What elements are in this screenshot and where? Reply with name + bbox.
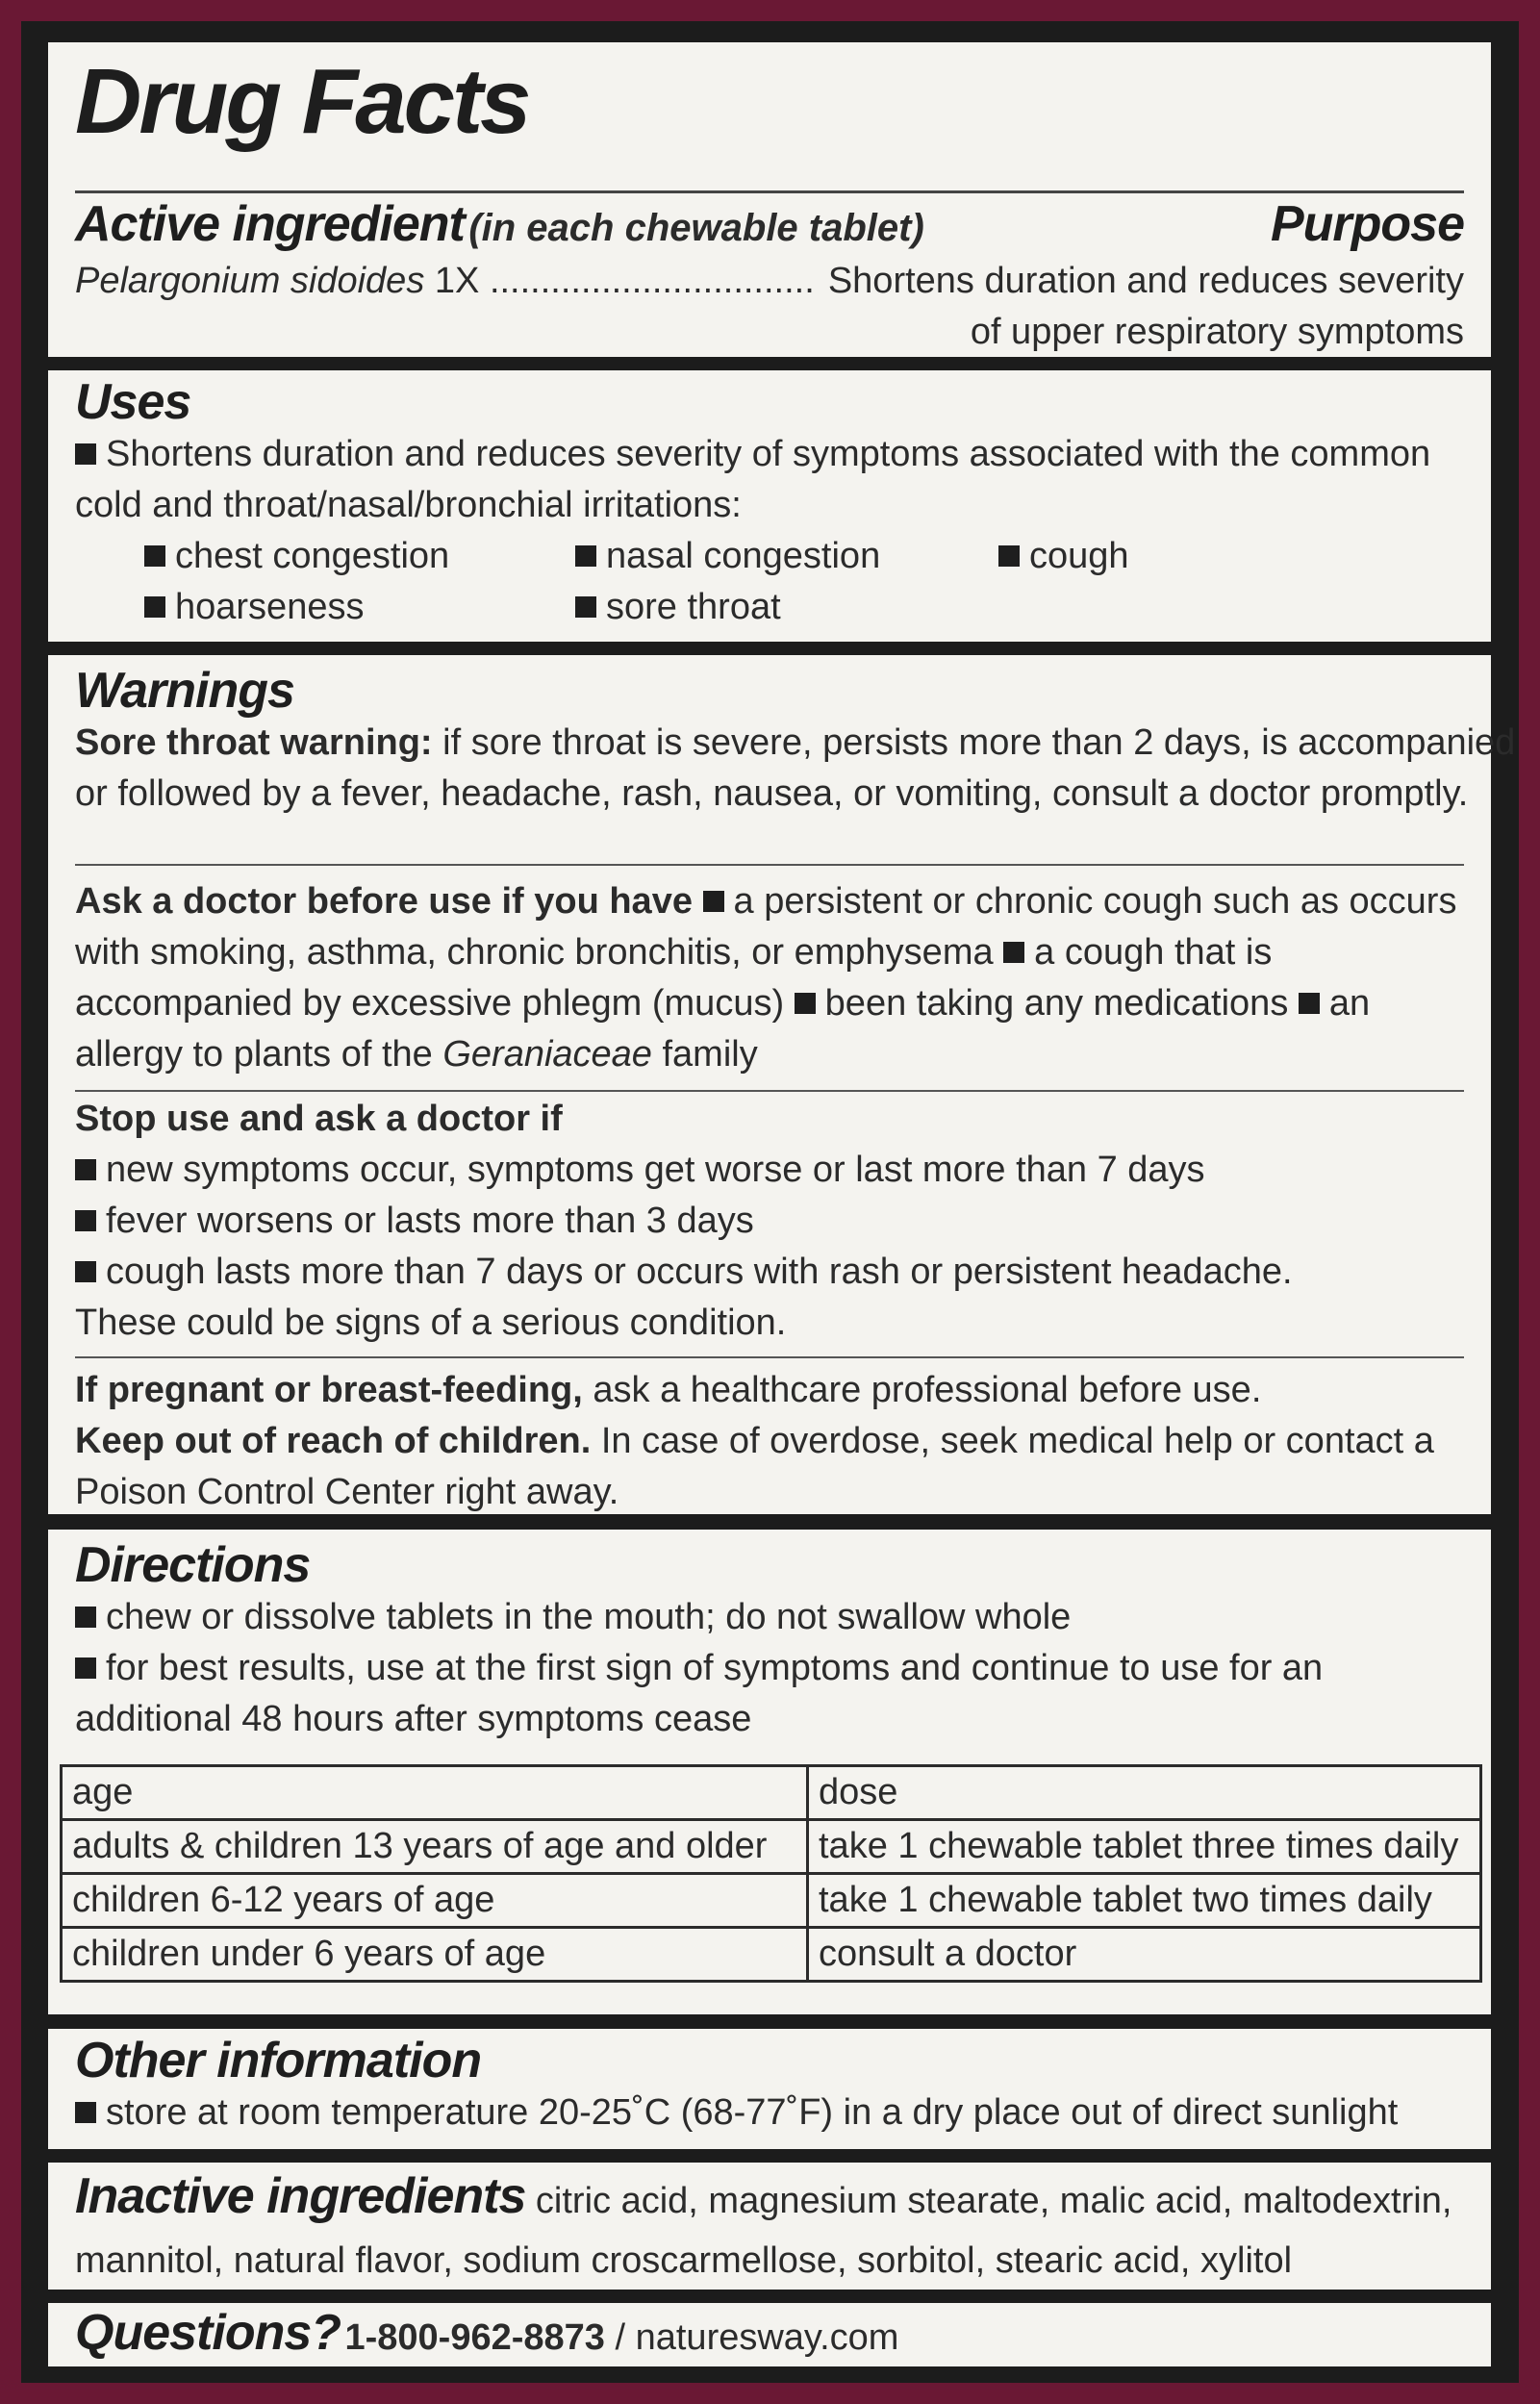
warnings-panel: [48, 655, 1516, 1514]
table-cell: take 1 chewable tablet two times daily: [808, 1874, 1481, 1928]
table-cell: children under 6 years of age: [62, 1928, 808, 1982]
table-row: [62, 1820, 1481, 1874]
ask-doctor-text: a cough that is: [1034, 932, 1273, 973]
bullet-icon: [1299, 993, 1320, 1014]
other-info-heading: Other information: [75, 2033, 482, 2088]
bullet-icon: [75, 1607, 96, 1628]
active-ingredient-note: (in each chewable tablet): [468, 207, 924, 249]
bullet-icon: [703, 891, 724, 912]
bullet-icon: [795, 993, 816, 1014]
bullet-icon: [75, 1210, 96, 1231]
inactive-text-2: mannitol, natural flavor, sodium croscarmellose, sorbitol, stearic acid, xylitol: [75, 2240, 1293, 2281]
stop-item: new symptoms occur, symptoms get worse or last more than 7 days: [106, 1150, 1205, 1190]
directions-heading: Directions: [75, 1537, 311, 1593]
direction-item-cont: additional 48 hours after symptoms cease: [75, 1698, 752, 1739]
bullet-icon: [75, 2102, 96, 2123]
use-item: cough: [1029, 535, 1129, 576]
table-cell: consult a doctor: [808, 1928, 1481, 1982]
pregnant-label: If pregnant or breast-feeding,: [75, 1370, 583, 1410]
table-cell: age: [62, 1766, 808, 1820]
bullet-icon: [998, 545, 1020, 567]
stop-item: fever worsens or lasts more than 3 days: [106, 1201, 754, 1241]
ask-doctor-text: accompanied by excessive phlegm (mucus): [75, 983, 785, 1024]
plant-family: Geraniaceae: [442, 1034, 652, 1075]
sore-throat-label: Sore throat warning:: [75, 721, 433, 763]
ask-doctor-text: an: [1328, 983, 1371, 1024]
inactive-heading: Inactive ingredients: [75, 2168, 526, 2224]
inactive-panel: [48, 2163, 1491, 2290]
stop-note: These could be signs of a serious condition.: [75, 1303, 787, 1343]
dot-leader: ................................: [489, 261, 815, 301]
bullet-icon: [75, 1261, 96, 1282]
uses-heading: Uses: [75, 374, 191, 430]
ask-doctor-text: family: [651, 1034, 758, 1075]
table-row: [62, 1928, 1481, 1982]
ask-doctor-text: with smoking, asthma, chronic bronchitis, or emphysema: [75, 932, 994, 973]
bullet-icon: [575, 596, 596, 618]
ask-doctor-text: allergy to plants of the: [75, 1034, 443, 1075]
stop-use-label: Stop use and ask a doctor if: [75, 1099, 563, 1139]
other-info-panel: [48, 2029, 1491, 2149]
table-row: [62, 1766, 1481, 1820]
use-item: hoarseness: [175, 586, 365, 627]
active-ingredient-panel: [48, 42, 1491, 357]
drug-facts-label: [21, 21, 1519, 2383]
warnings-heading: Warnings: [75, 663, 294, 719]
bullet-icon: [144, 545, 165, 567]
uses-line1: Shortens duration and reduces severity of symptoms associated with the common: [106, 433, 1431, 474]
questions-heading: Questions?: [75, 2305, 341, 2361]
bullet-icon: [75, 443, 96, 465]
use-item: nasal congestion: [606, 535, 881, 576]
table-row: [62, 1874, 1481, 1928]
uses-line2: cold and throat/nasal/bronchial irritations:: [75, 484, 742, 525]
stop-item: cough lasts more than 7 days or occurs with rash or persistent headache.: [106, 1252, 1293, 1292]
direction-item: chew or dissolve tablets in the mouth; do not swallow whole: [106, 1596, 1072, 1637]
sore-throat-text: if sore throat is severe, persists more than 2 days, is accompanied: [432, 721, 1516, 763]
drug-facts-title: Drug Facts: [75, 50, 529, 153]
dosage-table: [60, 1764, 1482, 1983]
website-link[interactable]: naturesway.com: [635, 2317, 899, 2358]
sore-throat-text-2: or followed by a fever, headache, rash, nausea, or vomiting, consult a doctor promptly.: [75, 772, 1469, 814]
use-item: sore throat: [606, 586, 781, 627]
keep-out-text: In case of overdose, seek medical help or contact a: [591, 1421, 1434, 1461]
keep-out-label: Keep out of reach of children.: [75, 1421, 592, 1461]
ask-doctor-label: Ask a doctor before use if you have: [75, 881, 693, 922]
table-cell: children 6-12 years of age: [62, 1874, 808, 1928]
inactive-text: citric acid, magnesium stearate, malic acid, maltodextrin,: [525, 2181, 1452, 2221]
keep-out-text-2: Poison Control Center right away.: [75, 1472, 619, 1512]
bullet-icon: [144, 596, 165, 618]
ingredient-name: Pelargonium sidoides: [75, 261, 425, 301]
bullet-icon: [75, 1159, 96, 1180]
purpose-heading: Purpose: [1270, 196, 1464, 252]
uses-panel: [48, 370, 1491, 642]
use-item: chest congestion: [175, 535, 450, 576]
purpose-text-line1: Shortens duration and reduces severity: [827, 261, 1464, 301]
table-cell: dose: [808, 1766, 1481, 1820]
table-cell: take 1 chewable tablet three times daily: [808, 1820, 1481, 1874]
bullet-icon: [575, 545, 596, 567]
questions-panel: [48, 2303, 1491, 2366]
bullet-icon: [75, 1657, 96, 1679]
ask-doctor-text: a persistent or chronic cough such as occurs: [733, 881, 1457, 922]
table-cell: adults & children 13 years of age and older: [62, 1820, 808, 1874]
direction-item: for best results, use at the first sign of symptoms and continue to use for an: [106, 1647, 1324, 1688]
other-info-item: store at room temperature 20-25˚C (68-77˚F) in a dry place out of direct sunlight: [106, 2091, 1399, 2133]
active-ingredient-heading: Active ingredient: [75, 196, 465, 252]
phone-number[interactable]: 1-800-962-8873: [344, 2317, 605, 2358]
directions-panel: [48, 1530, 1491, 2014]
bullet-icon: [1003, 942, 1024, 963]
ask-doctor-text: been taking any medications: [824, 983, 1289, 1024]
pregnant-text: ask a healthcare professional before use.: [582, 1370, 1262, 1410]
separator: /: [604, 2317, 636, 2358]
purpose-text-line2: of upper respiratory symptoms: [970, 312, 1464, 352]
ingredient-potency: 1X: [434, 261, 480, 301]
